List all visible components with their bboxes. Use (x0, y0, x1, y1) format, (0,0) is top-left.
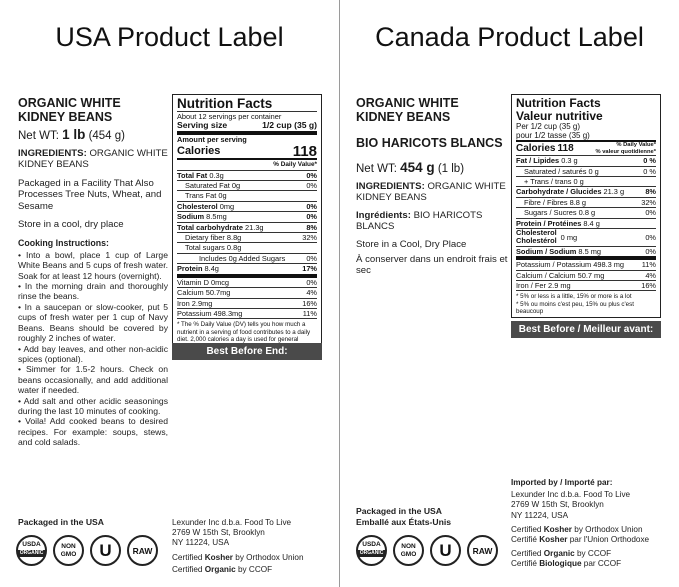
canada-ingredients-fr-label: Ingrédients: (356, 209, 411, 221)
usa-nf-serving-size-label: Serving size (177, 120, 228, 131)
nutrient-amount: 0 g (588, 166, 599, 176)
mineral-row (516, 280, 656, 290)
usa-nf-vitamin-rows (177, 274, 317, 319)
cert-pre: Certified (511, 524, 544, 534)
usa-nf-amount-text: Amount per serving (177, 134, 247, 144)
usa-ingredients-value: ORGANIC WHITE KIDNEY BEANS (18, 148, 168, 171)
nutrient-name: Saturated / saturés (524, 166, 587, 176)
nutrient-row (177, 180, 317, 190)
nutrient-row (177, 190, 317, 200)
usa-nf-serving-size (177, 121, 317, 130)
usda-logo-band-text: ORGANIC (359, 550, 384, 556)
usa-net-weight (18, 127, 168, 142)
cert-pre: Certified (511, 549, 544, 559)
nutrient-label (516, 219, 600, 228)
nutrient-amount: 21.3g (245, 222, 264, 232)
nutrient-label (177, 181, 240, 190)
canada-packaged-fr: Emballé aux États-Unis (356, 516, 452, 527)
cooking-step: • Add salt and other acidic seasonings during the last 10 minutes of cooking. (18, 395, 168, 416)
usa-nf-calories-label: Calories (177, 145, 221, 158)
canada-nf-footnote-fr: * 5% ou moins c'est peu, 15% ou plus c'est beaucoup (516, 300, 634, 315)
nutrient-amount: 8.8 g (569, 197, 587, 207)
nutrient-dv: 32% (302, 233, 317, 243)
usa-nf-calories-value: 118 (292, 142, 317, 160)
nutrient-dv: 0% (306, 170, 317, 180)
canada-packaged-en: Packaged in the USA (356, 506, 442, 516)
canada-organic-cert (511, 549, 676, 569)
cert-post: by CCOF (574, 549, 612, 559)
canada-storage-note: Store in a Cool, Dry Place (356, 238, 467, 250)
canada-nf-cholesterol-group (516, 229, 577, 246)
nutrient-label (516, 198, 586, 207)
canada-nf-title-fr: Valeur nutritive (516, 108, 603, 123)
usa-kosher-pre: Certified (172, 552, 205, 562)
nutrient-label (177, 233, 241, 242)
nutrient-label (177, 254, 285, 263)
canada-nf-per-fr: pour 1/2 tasse (35 g) (516, 131, 590, 140)
nutrient-amount: 8.4g (204, 264, 219, 274)
nutrient-label (177, 212, 227, 221)
vitamin-label: Iron 2.9mg (177, 298, 213, 308)
company-line: Lexunder Inc d.b.a. Food To Live (172, 518, 292, 527)
vitamin-label: Vitamin D 0mcg (177, 277, 230, 287)
usa-company-address (172, 518, 332, 549)
orthodox-union-kosher-icon: U (430, 535, 461, 566)
nutrient-row (177, 242, 317, 252)
canada-nf-calories-group (516, 144, 574, 153)
nutrient-name: Fat / Lipides (516, 156, 560, 166)
cert-line (511, 559, 676, 569)
usa-product-name: ORGANIC WHITE KIDNEY BEANS (18, 96, 121, 124)
nutrient-amount: 8.8g (226, 233, 242, 243)
nutrient-name: Trans Fat (185, 191, 217, 201)
nutrient-row (516, 218, 656, 228)
canada-nf-cholesterol-label-fr: Cholestérol (516, 236, 557, 246)
mineral-label: Potassium / Potassium 498.3 mg (516, 260, 625, 270)
canada-product-name: ORGANIC WHITE KIDNEY BEANS (356, 96, 459, 124)
nutrient-dv: 0% (306, 253, 317, 263)
nutrient-row (177, 222, 317, 232)
nutrient-name: Saturated Fat (185, 181, 230, 191)
usa-panel-title: USA Product Label (55, 22, 284, 52)
usa-nutrition-facts (172, 94, 322, 353)
cert-pre: Certifié (511, 535, 540, 545)
nutrient-amount: 0.3g (209, 170, 224, 180)
canada-company-address (511, 490, 676, 521)
usa-ingredients (18, 148, 168, 171)
vitamin-dv: 11% (302, 308, 317, 318)
nutrient-amount: 0.8g (226, 243, 242, 253)
usa-net-weight-label: Net WT: (18, 130, 59, 142)
cooking-step: • Simmer for 1.5-2 hours. Check on beans occasionally, and add additional water if needed. (18, 364, 168, 396)
usa-kosher-bold: Kosher (204, 552, 233, 562)
canada-ingredients-label: INGREDIENTS: (356, 181, 425, 192)
usda-logo-text: USDA (362, 541, 381, 548)
nutrient-amount: 8.4 g (583, 218, 600, 228)
mineral-dv: 4% (645, 270, 656, 280)
usa-certification-logos (16, 535, 158, 566)
nutrient-label (177, 171, 224, 180)
nutrient-dv: 32% (641, 197, 656, 207)
usa-company-info (172, 518, 332, 577)
company-line: 2769 W 15th St, Brooklyn (511, 500, 604, 510)
cert-bold: Biologique (539, 559, 582, 569)
cert-bold: Kosher (539, 535, 568, 545)
nutrient-dv: 0% (306, 212, 317, 222)
nutrient-row (516, 207, 656, 217)
nutrient-name: Includes 0g Added Sugars (199, 253, 286, 263)
usa-nf-dv-header (177, 158, 317, 169)
nutrient-dv: 17% (302, 264, 317, 274)
nutrient-name: Total carbohydrate (177, 222, 243, 232)
company-line: 2769 W 15th St, Brooklyn (172, 528, 265, 538)
non-gmo-icon: NON GMO (393, 535, 424, 566)
nutrient-row (177, 211, 317, 221)
canada-nf-calories-value: 118 (557, 142, 574, 154)
canada-imported-by: Imported by / Importé par: (511, 478, 613, 487)
usa-cooking-title: Cooking Instructions: (18, 238, 109, 249)
cooking-step: • Voila! Add cooked beans to desired recipes. For example: soups, stews, and cold salads. (18, 416, 168, 448)
company-line: Lexunder Inc d.b.a. Food To Live (511, 490, 631, 500)
nutrient-name: Total Fat (177, 170, 208, 180)
canada-nf-sodium-dv: 0% (645, 246, 656, 256)
mineral-row (516, 260, 656, 269)
vitamin-dv: 4% (306, 288, 317, 298)
canada-nf-nutrient-rows (516, 155, 656, 228)
mineral-dv: 11% (641, 260, 656, 270)
nutrient-row (177, 201, 317, 211)
vitamin-label: Potassium 498.3mg (177, 308, 243, 318)
canada-label-panel (340, 0, 679, 587)
canada-nf-title: Nutrition Facts (516, 96, 601, 110)
cooking-step: • In a saucepan or slow-cooker, put 5 cups of fresh water per 1 cup of Navy Beans. Beans should be covered by roughly 2 inches of water. (18, 301, 168, 344)
canada-nf-dv-header-en: % Daily Value* (616, 142, 656, 148)
nutrient-name: Total sugars (185, 243, 225, 253)
canada-ingredients-fr-value: BIO HARICOTS BLANCS (356, 209, 483, 233)
usa-cooking-steps (18, 250, 168, 448)
usa-nf-calories (177, 144, 317, 158)
canada-nf-cholesterol-amount: 0 mg (560, 232, 578, 242)
vitamin-dv: 16% (302, 298, 317, 308)
nutrient-row (177, 170, 317, 180)
nutrient-amount: 21.3 g (603, 187, 625, 197)
canada-nf-footnote-en: * 5% or less is a little, 15% or more is a lot (516, 293, 632, 301)
canada-certification-logos (356, 535, 498, 566)
nutrient-amount: 0g (231, 181, 241, 191)
nutrient-label (516, 177, 584, 186)
non-gmo-icon: NON GMO (53, 535, 84, 566)
cooking-step: • Add bay leaves, and other non-acidic spices (optional). (18, 343, 168, 364)
vitamin-row (177, 298, 317, 308)
cooking-step: • Into a bowl, place 1 cup of Large White Beans and 5 cups of fresh water. Soak for at least 12 hours (overnight). (18, 249, 168, 281)
cooking-step: • In the morning drain and thoroughly rinse the beans. (18, 281, 168, 302)
canada-nutrition-facts (511, 94, 661, 318)
nutrient-amount: 0g (218, 191, 227, 201)
usa-facility-note: Packaged in a Facility That Also Processes Tree Nuts, Wheat, and Sesame (18, 177, 162, 212)
canada-kosher-cert (511, 525, 676, 545)
canada-nf-sodium-label: Sodium / Sodium (516, 246, 577, 256)
usa-kosher-post: by Orthodox Union (232, 552, 304, 562)
usda-logo-band-text: ORGANIC (19, 550, 44, 556)
nutrient-row (177, 232, 317, 242)
usa-nf-nutrient-rows (177, 170, 317, 274)
canada-net-weight-imperial: (1 lb) (437, 163, 465, 175)
canada-nf-sodium (516, 246, 656, 256)
nutrient-name: Cholesterol (177, 201, 218, 211)
canada-nf-dv-header-fr: % valeur quotidienne* (595, 148, 656, 155)
usa-left-column (18, 96, 168, 448)
usa-label-panel (0, 0, 339, 587)
canada-nf-cholesterol-label: Cholesterol (516, 228, 557, 238)
mineral-label: Iron / Fer 2.9 mg (516, 281, 571, 291)
nutrient-label (177, 264, 219, 273)
canada-nf-cholesterol-labels (516, 229, 557, 246)
canada-nf-cholesterol (516, 228, 656, 246)
canada-nf-cholesterol-dv: 0% (645, 232, 656, 242)
cert-pre: Certifié (511, 559, 540, 569)
canada-storage-note-fr: À conserver dans un endroit frais et sec (356, 254, 508, 277)
canada-nf-mineral-rows (516, 256, 656, 290)
canada-packaged-in (356, 506, 451, 527)
nutrient-dv: 0 % (643, 166, 656, 176)
usa-nf-title: Nutrition Facts (177, 96, 273, 111)
nutrient-row (516, 176, 656, 186)
canada-net-weight-value: 454 g (400, 160, 435, 175)
usa-organic-cert (172, 565, 332, 575)
canada-ingredients-value: ORGANIC WHITE KIDNEY BEANS (356, 181, 506, 204)
nutrient-row (177, 253, 317, 263)
nutrient-name: Protein (177, 264, 203, 274)
canada-nf-per: Per 1/2 cup (35 g) (516, 122, 581, 131)
cert-bold: Organic (543, 549, 575, 559)
nutrient-amount: 8.5mg (206, 212, 227, 222)
usa-nf-serving-size-value: 1/2 cup (35 g) (262, 120, 317, 131)
nutrient-dv: 0% (645, 208, 656, 218)
canada-net-weight-label: Net WT: (356, 163, 397, 175)
usa-nf-dv-header-text: % Daily Value* (273, 161, 317, 169)
canada-best-before: Best Before / Meilleur avant: (511, 321, 661, 338)
canada-ingredients (356, 181, 508, 204)
vitamin-label: Calcium 50.7mg (177, 288, 231, 298)
usa-best-before: Best Before End: (172, 343, 322, 360)
usa-ingredients-label: INGREDIENTS: (18, 148, 87, 159)
orthodox-union-kosher-icon: U (90, 535, 121, 566)
company-line: NY 11224, USA (511, 510, 569, 520)
vitamin-row (177, 278, 317, 287)
nutrient-name: Fibre / Fibres (524, 197, 568, 207)
canada-nf-calories-label: Calories (516, 142, 556, 154)
nutrient-name: + Trans / trans (524, 177, 572, 186)
nutrient-label (177, 202, 234, 211)
usda-organic-icon (16, 535, 47, 566)
mineral-label: Calcium / Calcium 50.7 mg (516, 270, 605, 280)
canada-nf-calories (516, 140, 656, 155)
nutrient-dv: 8% (306, 222, 317, 232)
canada-nf-footnote (516, 290, 656, 315)
nutrient-name: Protein / Protéines (516, 218, 582, 228)
nutrient-row (516, 155, 656, 165)
canada-left-column (356, 96, 508, 277)
cert-line (511, 525, 676, 535)
nutrient-amount: 0.8 g (578, 208, 596, 218)
nutrient-amount: 0mg (219, 201, 235, 211)
vitamin-row (177, 287, 317, 297)
nutrient-amount: 0.3 g (561, 156, 578, 166)
usa-kosher-cert (172, 553, 332, 563)
mineral-dv: 16% (641, 281, 656, 291)
cert-post: par CCOF (581, 559, 622, 569)
nutrient-label (516, 208, 595, 217)
usa-net-weight-metric: (454 g) (88, 130, 125, 142)
usa-organic-bold: Organic (204, 564, 236, 574)
vitamin-dv: 0% (306, 277, 317, 287)
nutrient-label (516, 187, 624, 196)
usa-nf-servings-text: About 12 servings per container (177, 112, 282, 121)
usa-net-weight-value: 1 lb (62, 127, 86, 142)
nutrient-name: Dietary fiber (185, 233, 225, 243)
nutrient-dv: 0 % (643, 156, 656, 166)
nutrient-row (516, 166, 656, 176)
usa-organic-post: by CCOF (235, 564, 273, 574)
vitamin-row (177, 308, 317, 318)
raw-icon: RAW (127, 535, 158, 566)
nutrient-amount: 0 g (573, 177, 584, 186)
cert-post: par l'Union Orthodoxe (567, 535, 650, 545)
nutrient-label (516, 167, 599, 176)
cert-post: by Orthodox Union (571, 524, 643, 534)
canada-company-info (511, 478, 676, 570)
nutrient-row (516, 186, 656, 196)
usda-logo-text: USDA (22, 541, 41, 548)
mineral-row (516, 270, 656, 280)
nutrient-row (177, 263, 317, 273)
usa-storage-note: Store in a cool, dry place (18, 219, 124, 231)
cert-line (511, 549, 676, 559)
canada-nf-sodium-amount: 8.5 mg (578, 246, 602, 256)
nutrient-label (177, 243, 241, 252)
nutrient-row (516, 197, 656, 207)
cert-line (511, 535, 676, 545)
nutrient-dv: 8% (645, 187, 656, 197)
company-line: NY 11224, USA (172, 538, 230, 548)
usda-organic-icon (356, 535, 387, 566)
nutrient-dv: 0% (306, 201, 317, 211)
canada-net-weight (356, 160, 508, 175)
canada-product-name-fr: BIO HARICOTS BLANCS (356, 136, 503, 150)
nutrient-name: Sodium (177, 212, 205, 222)
nutrient-name: Carbohydrate / Glucides (516, 187, 602, 197)
canada-panel-title: Canada Product Label (375, 22, 644, 52)
usa-organic-pre: Certified (172, 564, 205, 574)
nutrient-label (177, 223, 264, 232)
nutrient-name: Sugars / Sucres (524, 208, 577, 218)
nutrient-dv: 0% (306, 181, 317, 191)
canada-ingredients-fr (356, 210, 508, 233)
nutrient-label (177, 191, 227, 200)
cert-bold: Kosher (543, 524, 572, 534)
usa-packaged-in: Packaged in the USA (18, 517, 104, 527)
usa-nf-footnote: * The % Daily Value (DV) tells you how much a nutrient in a serving of food contributes to a daily diet. 2,000 calories a day is used for general (177, 318, 317, 350)
nutrient-label (516, 156, 578, 165)
canada-nf-dv-header (595, 142, 656, 155)
raw-icon: RAW (467, 535, 498, 566)
